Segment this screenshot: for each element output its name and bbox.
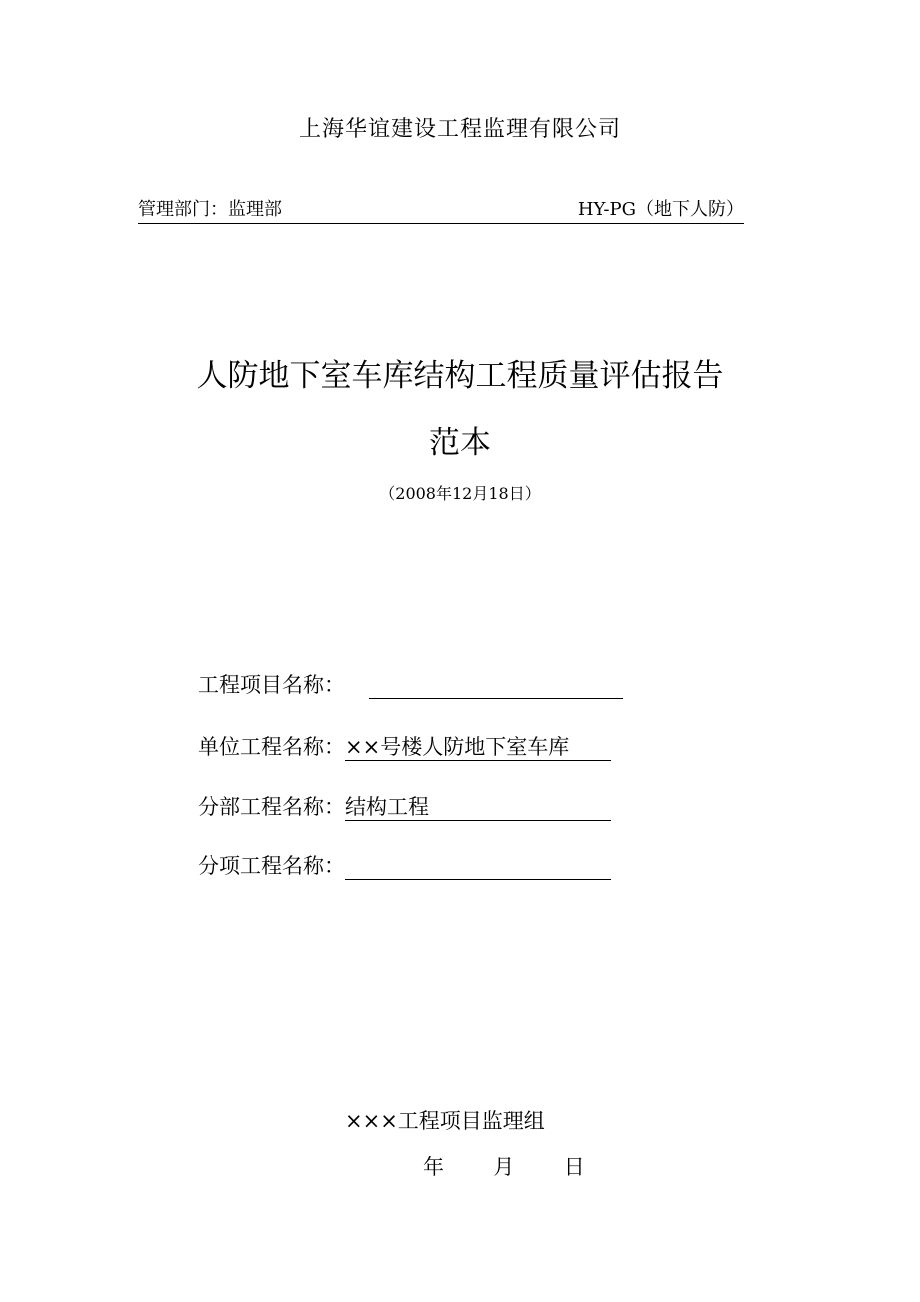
month-label: 月 <box>493 1155 515 1179</box>
document-date: （2008年12月18日） <box>379 484 541 503</box>
document-subtitle: 范本 <box>429 425 491 461</box>
company-name: 上海华谊建设工程监理有限公司 <box>298 117 621 142</box>
field-value: 结构工程 <box>345 794 611 821</box>
department-label: 管理部门：监理部 <box>138 199 282 220</box>
field-label: 分部工程名称： <box>198 795 345 819</box>
field-label: 工程项目名称： <box>198 673 345 697</box>
field-value <box>369 672 623 699</box>
field-value: ××号楼人防地下室车库 <box>345 734 611 761</box>
day-label: 日 <box>563 1155 585 1179</box>
supervision-group: ×××工程项目监理组 <box>345 1109 545 1133</box>
field-subitem-name <box>198 850 611 880</box>
document-code: HY-PG（地下人防） <box>577 199 744 220</box>
field-value <box>345 853 611 880</box>
signature-date <box>423 1151 585 1181</box>
field-project-name <box>198 669 623 699</box>
document-title: 人防地下室车库结构工程质量评估报告 <box>196 358 724 394</box>
field-label: 单位工程名称： <box>198 735 345 759</box>
field-division-name <box>198 791 611 821</box>
field-unit-name <box>198 731 611 761</box>
field-label: 分项工程名称： <box>198 854 345 878</box>
year-label: 年 <box>423 1155 444 1179</box>
document-header <box>138 195 744 224</box>
